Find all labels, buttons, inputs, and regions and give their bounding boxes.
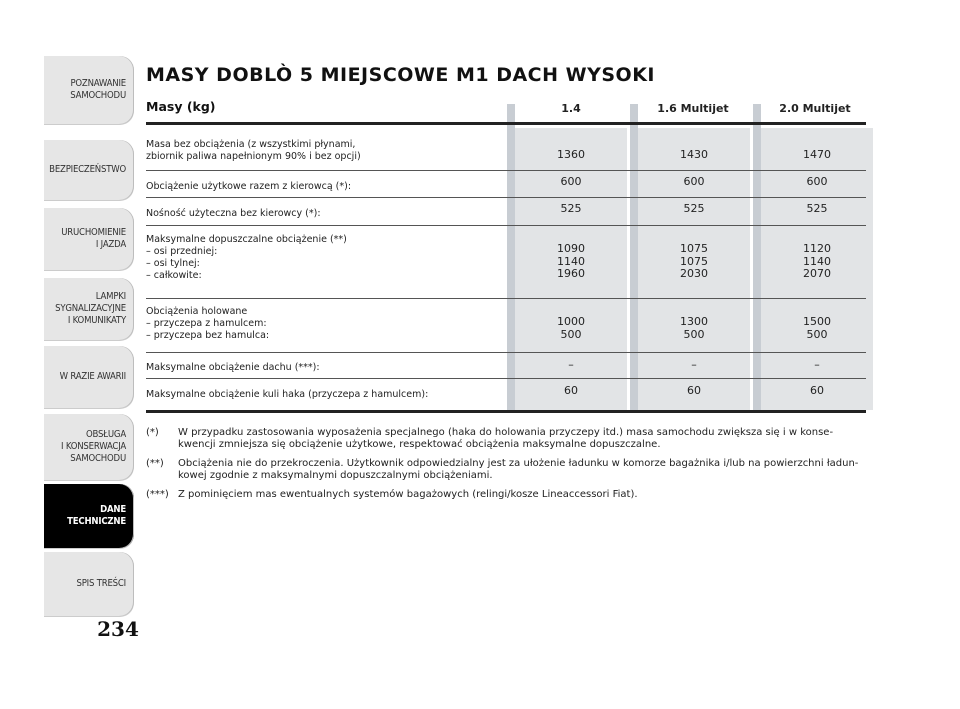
tab-poznawanie-samochodu[interactable]: POZNAWANIE SAMOCHODU — [44, 56, 134, 124]
column-divider — [507, 104, 515, 411]
column-divider — [630, 104, 638, 411]
tab-lampki-sygnalizacyjne[interactable]: LAMPKI SYGNALIZACYJNE I KOMUNIKATY — [44, 278, 134, 340]
table-cell: 1000 500 — [557, 315, 585, 341]
table-cell: 1090 1140 1960 — [557, 242, 585, 280]
footnote-text: Z pominięciem mas ewentualnych systemów bagażowych (relingi/kosze Lineaccessori Fiat). — [178, 489, 638, 500]
row-label-obciazenia-holowane: Obciążenia holowane – przyczepa z hamulcem: – przyczepa bez hamulca: — [146, 306, 270, 341]
row-separator — [146, 170, 866, 171]
table-cell: 525 — [683, 202, 705, 215]
tab-spis-tresci[interactable]: SPIS TREŚCI — [44, 552, 134, 616]
row-separator — [146, 197, 866, 198]
table-cell: 525 — [806, 202, 828, 215]
tab-uruchomienie-i-jazda[interactable]: URUCHOMIENIE I JAZDA — [44, 208, 134, 270]
row-label-masa-bez-obciazenia: Masa bez obciążenia (z wszystkimi płynami, zbiornik paliwa napełnionym 90% i bez opcji) — [146, 139, 361, 162]
row-label-maksymalne-obciazenie: Maksymalne dopuszczalne obciążenie (**) – osi przedniej: – osi tylnej: – całkowite: — [146, 234, 347, 281]
table-cell: 1360 — [557, 148, 585, 161]
column-header-2-0-multijet: 2.0 Multijet — [779, 102, 851, 115]
column-divider — [753, 104, 761, 411]
row-separator — [146, 378, 866, 379]
footnote-text: Obciążenia nie do przekroczenia. Użytkownik odpowiedzialny jest za ułożenie ładunku w komorze bagażnika i/lub na powierzchni ładun-kowej zgodnie z maksymalnymi dopuszczalnymi obciążeniami. — [178, 458, 859, 481]
table-cell: 600 — [683, 175, 705, 188]
footnote-mark: (*) — [146, 427, 159, 438]
tab-dane-techniczne[interactable]: DANE TECHNICZNE — [44, 484, 134, 548]
row-label-obciazenie-kuli-haka: Maksymalne obciążenie kuli haka (przyczepa z hamulcem): — [146, 389, 429, 400]
table-cell: 1470 — [803, 148, 831, 161]
table-cell: – — [814, 358, 820, 371]
row-label-obciazenie-dachu: Maksymalne obciążenie dachu (***): — [146, 362, 320, 373]
table-cell: 1120 1140 2070 — [803, 242, 831, 280]
column-header-1-4: 1.4 — [561, 102, 581, 115]
table-cell: – — [568, 358, 574, 371]
table-cell: 60 — [687, 384, 701, 397]
footnote-1 — [146, 427, 866, 453]
table-top-rule — [146, 122, 866, 125]
page-title: MASY DOBLÒ 5 MIEJSCOWE M1 DACH WYSOKI — [146, 64, 655, 86]
footnote-mark: (**) — [146, 458, 164, 469]
table-cell: 1075 1075 2030 — [680, 242, 708, 280]
table-cell: 1430 — [680, 148, 708, 161]
page-number: 234 — [97, 617, 139, 641]
footnote-mark: (***) — [146, 489, 169, 500]
table-cell: 525 — [560, 202, 582, 215]
table-cell: 1500 500 — [803, 315, 831, 341]
table-cell: 60 — [810, 384, 824, 397]
row-separator — [146, 298, 866, 299]
row-label-obciazenie-uzytkowe: Obciążenie użytkowe razem z kierowcą (*): — [146, 181, 352, 192]
row-separator — [146, 352, 866, 353]
row-separator — [146, 225, 866, 226]
table-cell: 1300 500 — [680, 315, 708, 341]
tab-w-razie-awarii[interactable]: W RAZIE AWARII — [44, 346, 134, 408]
table-cell: 600 — [806, 175, 828, 188]
footnote-3 — [146, 489, 866, 503]
footnote-text: W przypadku zastosowania wyposażenia specjalnego (haka do holowania przyczepy itd.) masa samochodu zwiększa się i w konse-kwencji zmniejsza się obciążenie użytkowe, respektować obciążenia maksymalne dopuszczalne. — [178, 427, 834, 450]
table-bottom-rule — [146, 410, 866, 413]
column-header-1-6-multijet: 1.6 Multijet — [657, 102, 729, 115]
table-header-label: Masy (kg) — [146, 99, 216, 114]
table-cell: 60 — [564, 384, 578, 397]
row-label-nosnosc-uzyteczna: Nośność użyteczna bez kierowcy (*): — [146, 208, 321, 219]
footnote-2 — [146, 458, 866, 484]
table-cell: – — [691, 358, 697, 371]
tab-bezpieczenstwo[interactable]: BEZPIECZEŃSTWO — [44, 140, 134, 200]
tab-obsluga-i-konserwacja[interactable]: OBSŁUGA I KONSERWACJA SAMOCHODU — [44, 414, 134, 480]
table-cell: 600 — [560, 175, 582, 188]
